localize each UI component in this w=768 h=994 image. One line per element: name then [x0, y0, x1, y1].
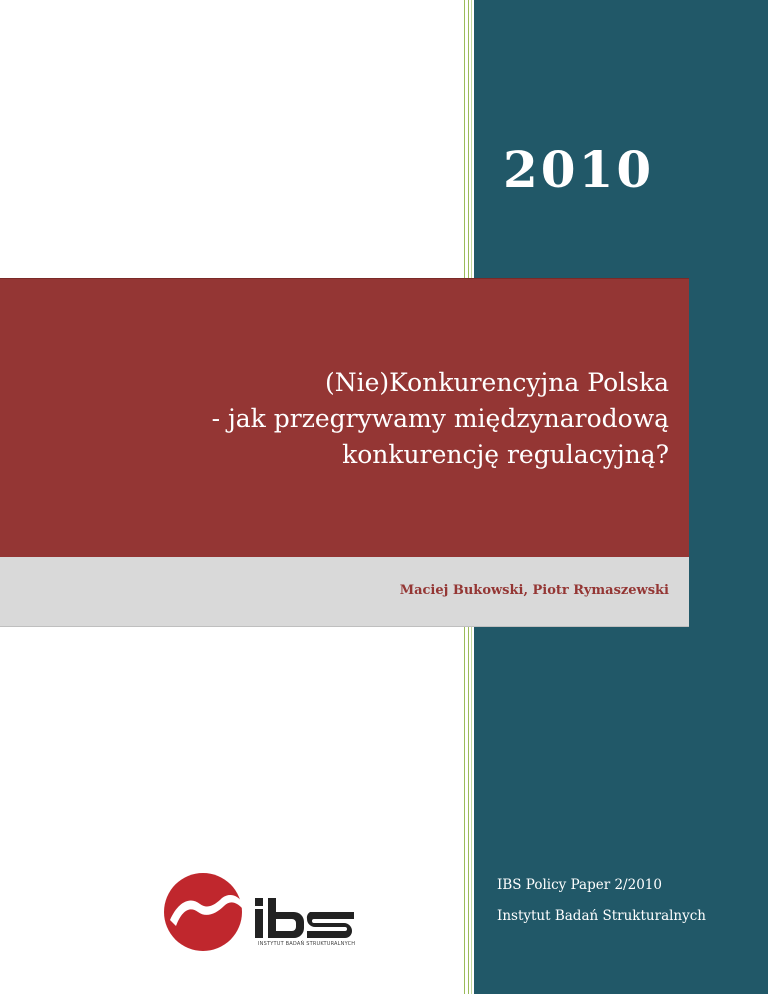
institute-name: Instytut Badań Strukturalnych: [497, 908, 707, 924]
title-line: (Nie)Konkurencyjna Polska: [325, 368, 669, 397]
document-title: [29, 365, 669, 473]
title-band: [0, 278, 689, 558]
authors: Maciej Bukowski, Piotr Rymaszewski: [399, 583, 669, 598]
publication-info: [497, 870, 706, 932]
logo-subtitle: INSTYTUT BADAŃ STRUKTURALNYCH: [258, 941, 356, 947]
title-line: - jak przegrywamy międzynarodową: [211, 404, 669, 433]
series-label: IBS Policy Paper 2/2010: [497, 877, 662, 893]
title-line: konkurencję regulacyjną?: [342, 440, 669, 469]
cover-year: 2010: [503, 140, 655, 199]
author-band: [0, 557, 689, 627]
